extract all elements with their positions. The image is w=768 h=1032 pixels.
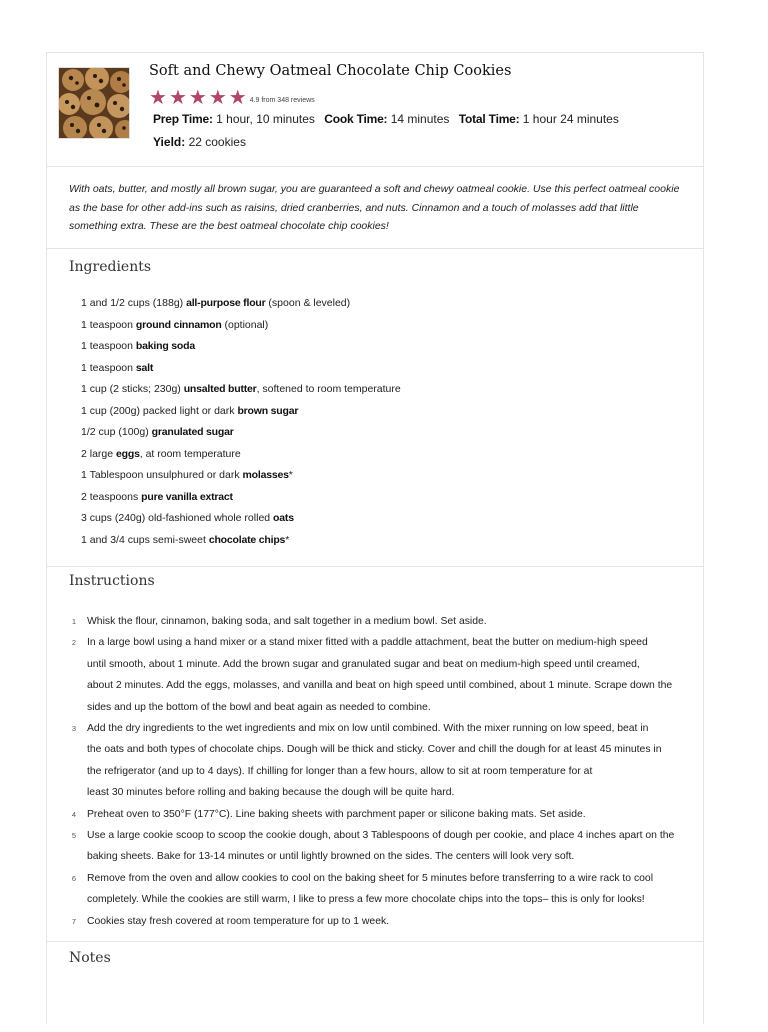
ingredients-list — [81, 295, 401, 553]
ingredient-item — [81, 338, 401, 360]
step-text-line: sides and up the bottom of the bowl and beat again as needed to combine. — [87, 701, 431, 713]
step-number: 7 — [71, 916, 77, 926]
instruction-step — [69, 911, 689, 932]
ingredient-note: * — [285, 533, 290, 546]
ingredient-name: chocolate chips — [208, 533, 286, 546]
step-text-line: baking sheets. Bake for 13-14 minutes or until lightly browned on the sides. The centers will look very soft. — [87, 851, 575, 863]
yield-label: Yield: — [153, 135, 186, 149]
ingredient-item — [81, 295, 401, 317]
ingredient-name: brown sugar — [237, 404, 299, 417]
instruction-step — [69, 632, 689, 718]
summary-text: With oats, butter, and mostly all brown sugar, you are guaranteed a soft and chewy oatmeal cookie. Use this perfect oatmeal cookie as the base for other add-ins such as raisins, dried cranberries, and nuts. Cinnamon and a touch of molasses add that little something extra. These are the best oatmeal chocolate chip cookies! — [69, 183, 680, 232]
step-text-line: Add the dry ingredients to the wet ingredients and mix on low until combined. With the mixer running on low speed, beat in — [87, 723, 649, 735]
step-text-line: until smooth, about 1 minute. Add the brown sugar and granulated sugar and beat on medium-high speed until creamed, — [87, 658, 640, 670]
ingredient-note: , at room temperature — [139, 447, 241, 460]
ingredient-name: molasses — [242, 469, 289, 481]
step-text-line: least 30 minutes before rolling and baking because the dough will be quite hard. — [87, 787, 455, 799]
ingredient-amount: 2 large — [81, 447, 117, 460]
instructions-list — [69, 611, 689, 932]
star-rating[interactable] — [149, 87, 247, 107]
ingredient-item — [81, 317, 401, 339]
ingredient-amount: 1 Tablespoon unsulphured or dark — [81, 469, 243, 481]
ingredient-amount: 1 cup (200g) packed light or dark — [81, 404, 238, 417]
ingredient-item — [81, 403, 401, 425]
instructions-heading: Instructions — [69, 573, 155, 589]
star-icon[interactable]: ★ — [208, 85, 227, 109]
cookie-photo-icon — [59, 68, 130, 139]
ingredient-item — [81, 510, 401, 532]
star-icon[interactable]: ★ — [168, 85, 187, 109]
ingredient-name: ground cinnamon — [135, 318, 222, 331]
step-text-line: Whisk the flour, cinnamon, baking soda, and salt together in a medium bowl. Set aside. — [87, 616, 487, 627]
ingredient-name: unsalted butter — [183, 383, 257, 395]
rating-summary: 4.9 from 348 reviews — [249, 97, 315, 104]
step-number: 2 — [71, 638, 77, 648]
ingredient-amount: 2 teaspoons — [81, 490, 142, 503]
rating[interactable] — [149, 87, 315, 107]
recipe-times — [153, 112, 619, 126]
ingredient-note: * — [288, 469, 293, 481]
recipe-title: Soft and Chewy Oatmeal Chocolate Chip Cookies — [149, 63, 512, 79]
step-text-line: about 2 minutes. Add the eggs, molasses, and vanilla and beat on high speed until combined, about 1 minute. Scrape down the — [87, 680, 673, 692]
ingredients-heading: Ingredients — [69, 259, 152, 275]
step-number: 1 — [71, 617, 77, 626]
ingredient-item — [81, 360, 401, 382]
ingredient-name: pure vanilla extract — [141, 490, 233, 503]
total-time-label: Total Time: — [458, 112, 520, 126]
star-icon[interactable]: ★ — [188, 85, 207, 109]
step-text-line: Preheat oven to 350°F (177°C). Line baking sheets with parchment paper or silicone baking mats. Set aside. — [87, 808, 586, 820]
recipe-card — [46, 52, 704, 1024]
ingredient-amount: 1 teaspoon — [81, 340, 136, 352]
ingredient-name: oats — [273, 512, 294, 524]
cook-time-label: Cook Time: — [324, 112, 388, 126]
step-text-line: In a large bowl using a hand mixer or a stand mixer fitted with a paddle attachment, beat the butter on medium-high speed — [87, 637, 648, 649]
ingredient-name: eggs — [116, 447, 140, 460]
prep-time-value: 1 hour, 10 minutes — [216, 112, 315, 126]
ingredient-amount: 1 and 3/4 cups semi-sweet — [81, 533, 209, 546]
step-number: 6 — [71, 873, 77, 883]
step-text-line: Use a large cookie scoop to scoop the cookie dough, about 3 Tablespoons of dough per cookie, and place 4 inches apart on the — [87, 830, 675, 842]
ingredient-amount: 1 cup (2 sticks; 230g) — [81, 383, 184, 395]
step-text-line: the refrigerator (and up to 4 days). If chilling for longer than a few hours, allow to sit at room temperature for at — [87, 765, 593, 777]
ingredient-name: all-purpose flour — [186, 297, 266, 309]
ingredient-item — [81, 489, 401, 511]
instruction-step — [69, 718, 689, 804]
ingredient-name: salt — [135, 361, 154, 374]
notes-section — [47, 942, 703, 1032]
step-number: 5 — [71, 831, 77, 841]
ingredient-item — [81, 532, 401, 554]
star-icon[interactable]: ★ — [149, 85, 167, 109]
ingredient-amount: 1 teaspoon — [81, 361, 136, 374]
ingredient-note: (optional) — [221, 318, 269, 331]
yield-value: 22 cookies — [188, 135, 246, 149]
ingredient-amount: 3 cups (240g) old-fashioned whole rolled — [81, 512, 274, 524]
total-time-value: 1 hour 24 minutes — [522, 112, 619, 126]
ingredient-name: baking soda — [135, 340, 195, 352]
ingredient-amount: 1/2 cup (100g) — [81, 426, 152, 438]
recipe-header — [47, 53, 703, 167]
ingredient-item — [81, 467, 401, 489]
instruction-step — [69, 804, 689, 825]
recipe-yield — [153, 135, 246, 149]
ingredient-note: (spoon & leveled) — [265, 297, 351, 309]
recipe-summary — [47, 166, 703, 249]
step-number: 4 — [71, 809, 77, 819]
ingredient-item — [81, 446, 401, 468]
ingredient-item — [81, 424, 401, 446]
ingredient-item — [81, 381, 401, 403]
ingredient-amount: 1 and 1/2 cups (188g) — [81, 297, 187, 309]
prep-time-label: Prep Time: — [153, 112, 213, 126]
step-number: 3 — [71, 724, 77, 734]
instruction-step — [69, 868, 689, 911]
ingredient-name: granulated sugar — [151, 426, 234, 438]
ingredient-note: , softened to room temperature — [256, 383, 401, 395]
step-text-line: Cookies stay fresh covered at room temperature for up to 1 week. — [87, 915, 390, 927]
instructions-section — [47, 567, 703, 942]
recipe-thumbnail[interactable] — [58, 67, 130, 139]
cook-time-value: 14 minutes — [390, 112, 450, 126]
star-icon[interactable]: ★ — [228, 85, 247, 109]
notes-heading: Notes — [69, 950, 111, 966]
step-text-line: Remove from the oven and allow cookies to cool on the baking sheet for 5 minutes before transferring to a wire rack to cool — [87, 872, 654, 884]
step-text-line: completely. While the cookies are still warm, I like to press a few more chocolate chips into the tops– this is only for looks! — [87, 894, 645, 906]
instruction-step — [69, 825, 689, 868]
ingredient-amount: 1 teaspoon — [81, 318, 136, 331]
step-text-line: the oats and both types of chocolate chips. Dough will be thick and sticky. Cover and chill the dough for at least 45 minutes in — [87, 744, 662, 756]
instruction-step — [69, 611, 689, 632]
ingredients-section — [47, 248, 703, 567]
